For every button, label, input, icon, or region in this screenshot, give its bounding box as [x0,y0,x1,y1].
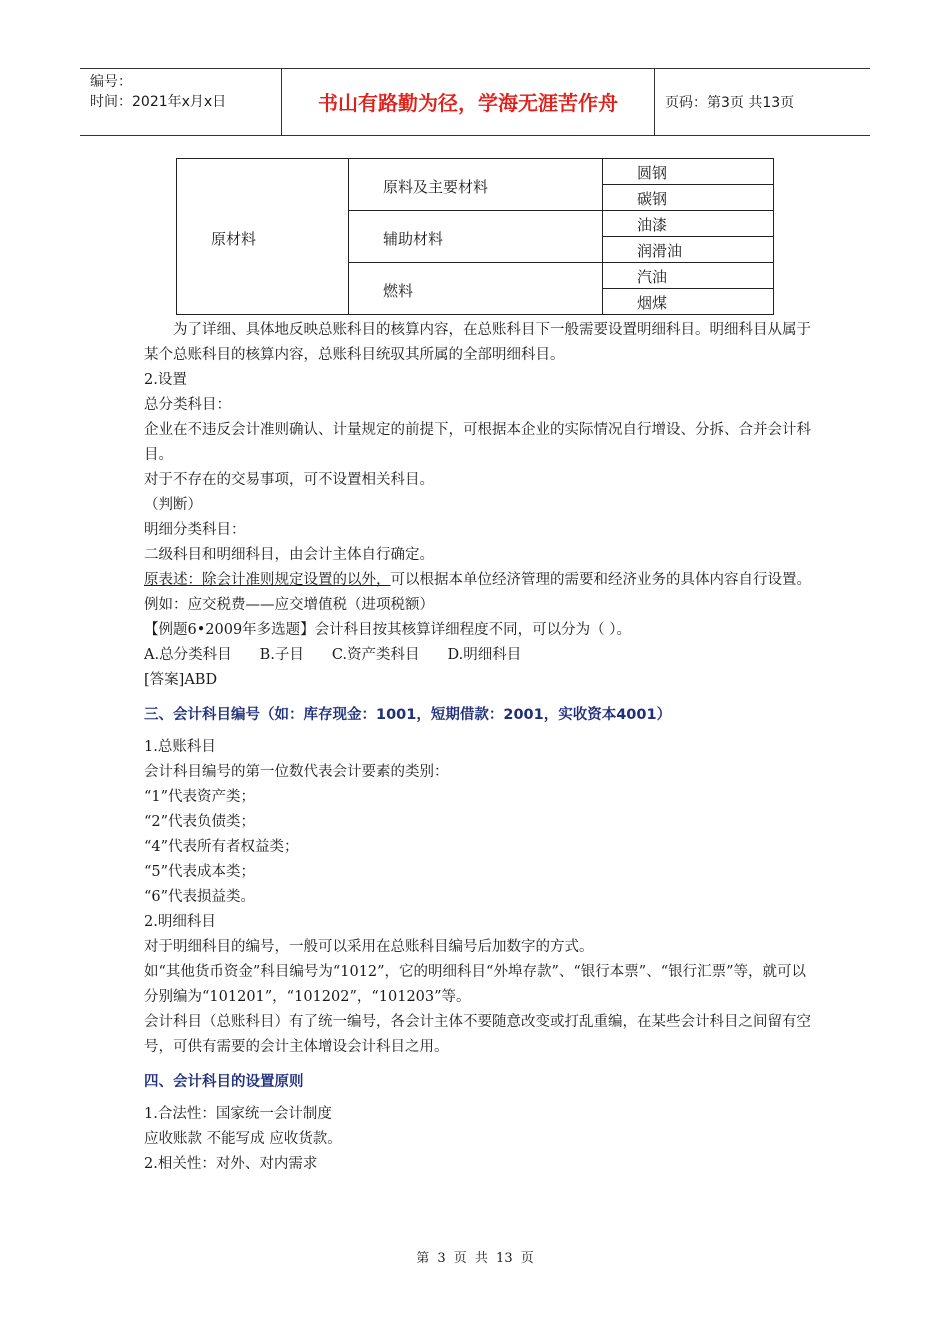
paragraph: 对于不存在的交易事项，可不设置相关科目。 [144,472,434,488]
paragraph: 明细分类科目： [144,522,246,538]
paragraph: 应收账款 不能写成 应收货款。 [144,1131,342,1147]
item-label: 烟煤 [637,294,668,312]
underlined-text: 原表述：除会计准则规定设置的以外， [144,572,391,588]
paragraph: 例如：应交税费——应交增值税（进项税额） [144,597,434,613]
paragraph: “2”代表负债类； [144,814,256,830]
paragraph: 为了详细、具体地反映总账科目的核算内容，在总账科目下一般需要设置明细科目。明细科目从属于某个总账科目的核算内容，总账科目统驭其所属的全部明细科目。 [144,322,811,363]
paragraph: “1”代表资产类； [144,789,256,805]
material-table [176,158,774,315]
paragraph: 二级科目和明细科目，由会计主体自行确定。 [144,547,434,563]
paragraph: “4”代表所有者权益类； [144,839,299,855]
answer: [答案]ABD [144,672,218,688]
header-meta [80,69,282,135]
table-cell-item [602,210,774,237]
category-label: 原材料 [211,230,257,248]
item-label: 润滑油 [637,242,683,260]
section-heading: 四、会计科目的设置原则 [144,1074,304,1090]
paragraph: 如“其他货币资金”科目编号为“1012”，它的明细科目“外埠存款”、“银行本票”、“银行汇票”等，就可以分别编为“101201”，“101202”，“101203”等。 [144,964,807,1005]
page-footer: 第 3 页 共 13 页 [416,1251,534,1266]
paragraph: 1.总账科目 [144,739,216,755]
number-label: 编号： [90,74,132,90]
table-cell-item [602,262,774,289]
header-motto: 书山有路勤为径，学海无涯苦作舟 [282,69,655,135]
time-label: 时间：2021年x月x日 [90,94,227,110]
table-cell-category [176,158,349,315]
option: D.明细科目 [447,647,522,663]
paragraph: “5”代表成本类； [144,864,256,880]
example-question: 【例题6•2009年多选题】会计科目按其核算详细程度不同，可以分为（ ）。 [144,622,632,638]
table-cell-item [602,184,774,211]
paragraph: （判断） [144,497,202,513]
paragraph [144,568,816,593]
paragraph: 2.明细科目 [144,914,216,930]
paragraph: 2.相关性：对外、对内需求 [144,1156,318,1172]
option: A.总分类科目 [144,647,232,663]
section-heading: 三、会计科目编号（如：库存现金：1001，短期借款：2001，实收资本4001） [144,707,672,723]
paragraph: 1.合法性：国家统一会计制度 [144,1106,332,1122]
paragraph: 会计科目编号的第一位数代表会计要素的类别： [144,764,449,780]
paragraph: 总分类科目： [144,397,231,413]
option: B.子目 [259,647,304,663]
paragraph: 2.设置 [144,372,187,388]
item-label: 油漆 [637,216,668,234]
paragraph: 对于明细科目的编号，一般可以采用在总账科目编号后加数字的方式。 [144,939,594,955]
item-label: 圆钢 [637,164,668,182]
option: C.资产类科目 [331,647,420,663]
table-cell-group [348,158,603,211]
paragraph: “6”代表损益类。 [144,889,256,905]
item-label: 碳钢 [637,190,668,208]
paragraph: 企业在不违反会计准则确认、计量规定的前提下，可根据本企业的实际情况自行增设、分拆、合并会计科目。 [144,422,811,463]
paragraph-text: 可以根据本单位经济管理的需要和经济业务的具体内容自行设置。 [390,572,811,588]
table-cell-item [602,236,774,263]
table-cell-group [348,210,603,263]
table-cell-group [348,262,603,315]
group-label: 原料及主要材料 [383,178,489,196]
page-header [80,68,870,136]
header-page-code: 页码：第3页 共13页 [665,95,795,111]
paragraph: 会计科目（总账科目）有了统一编号，各会计主体不要随意改变或打乱重编，在某些会计科目之间留有空号，可供有需要的会计主体增设会计科目之用。 [144,1014,811,1055]
group-label: 燃料 [383,282,414,300]
answer-options [144,643,816,668]
item-label: 汽油 [637,268,668,286]
table-cell-item [602,158,774,185]
group-label: 辅助材料 [383,230,444,248]
page-body [144,318,816,1177]
table-cell-item [602,288,774,315]
